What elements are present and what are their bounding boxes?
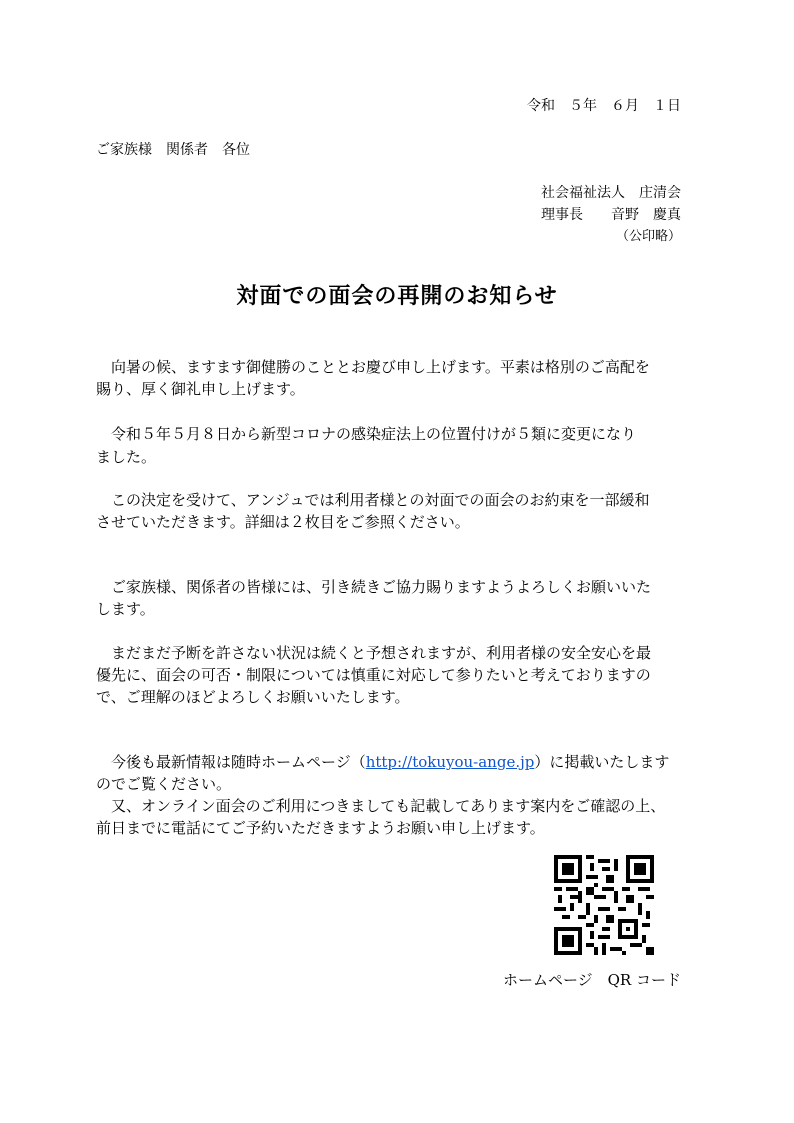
paragraph-7-line-1: 又、オンライン面会のご利用につきましても記載してあります案内をご確認の上、 xyxy=(111,797,666,815)
homepage-link[interactable]: http://tokuyou-ange.jp xyxy=(365,753,535,771)
qr-code-icon[interactable] xyxy=(554,855,654,955)
paragraph-1-line-1: 向暑の候、ますます御健勝のこととお慶び申し上げます。平素は格別のご高配を xyxy=(111,358,650,376)
paragraph-7-line-2: 前日までに電話にてご予約いただきますようお願い申し上げます。 xyxy=(96,819,545,837)
seal-omitted-note: （公印略） xyxy=(615,229,681,244)
organization-name: 社会福祉法人 庄清会 xyxy=(541,185,681,201)
qr-code-caption: ホームページ QR コード xyxy=(502,971,681,989)
paragraph-4-line-2: します。 xyxy=(96,600,155,618)
paragraph-2-line-1: 令和５年５月８日から新型コロナの感染症法上の位置付けが５類に変更になり xyxy=(111,425,637,443)
paragraph-2-line-2: ました。 xyxy=(96,448,157,466)
document-date: 令和 ５年 ６月 １日 xyxy=(527,98,681,114)
paragraph-3-line-2: させていただきます。詳細は２枚目をご参照ください。 xyxy=(96,513,470,531)
recipient: ご家族様 関係者 各位 xyxy=(96,142,250,158)
paragraph-6-line-2: のでご覧ください。 xyxy=(96,775,232,793)
paragraph-5-line-2: 優先に、面会の可否・制限については慎重に対応して参りたいと考えておりますの xyxy=(96,666,651,684)
paragraph-4-line-1: ご家族様、関係者の皆様には、引き続きご協力賜りますようよろしくお願いいた xyxy=(111,578,652,596)
document-title: 対面での面会の再開のお知らせ xyxy=(236,283,558,309)
paragraph-6-line-1: 今後も最新情報は随時ホームページ（http://tokuyou-ange.jp）に掲載いたします xyxy=(111,753,670,771)
director-name: 理事長 音野 慶真 xyxy=(541,207,681,223)
paragraph-5-line-3: で、ご理解のほどよろしくお願いいたします。 xyxy=(96,688,410,706)
paragraph-1-line-2: 賜り、厚く御礼申し上げます。 xyxy=(96,380,305,398)
paragraph-5-line-1: まだまだ予断を許さない状況は続くと予想されますが、利用者様の安全安心を最 xyxy=(111,644,652,662)
paragraph-3-line-1: この決定を受けて、アンジュでは利用者様との対面での面会のお約束を一部緩和 xyxy=(111,491,650,509)
